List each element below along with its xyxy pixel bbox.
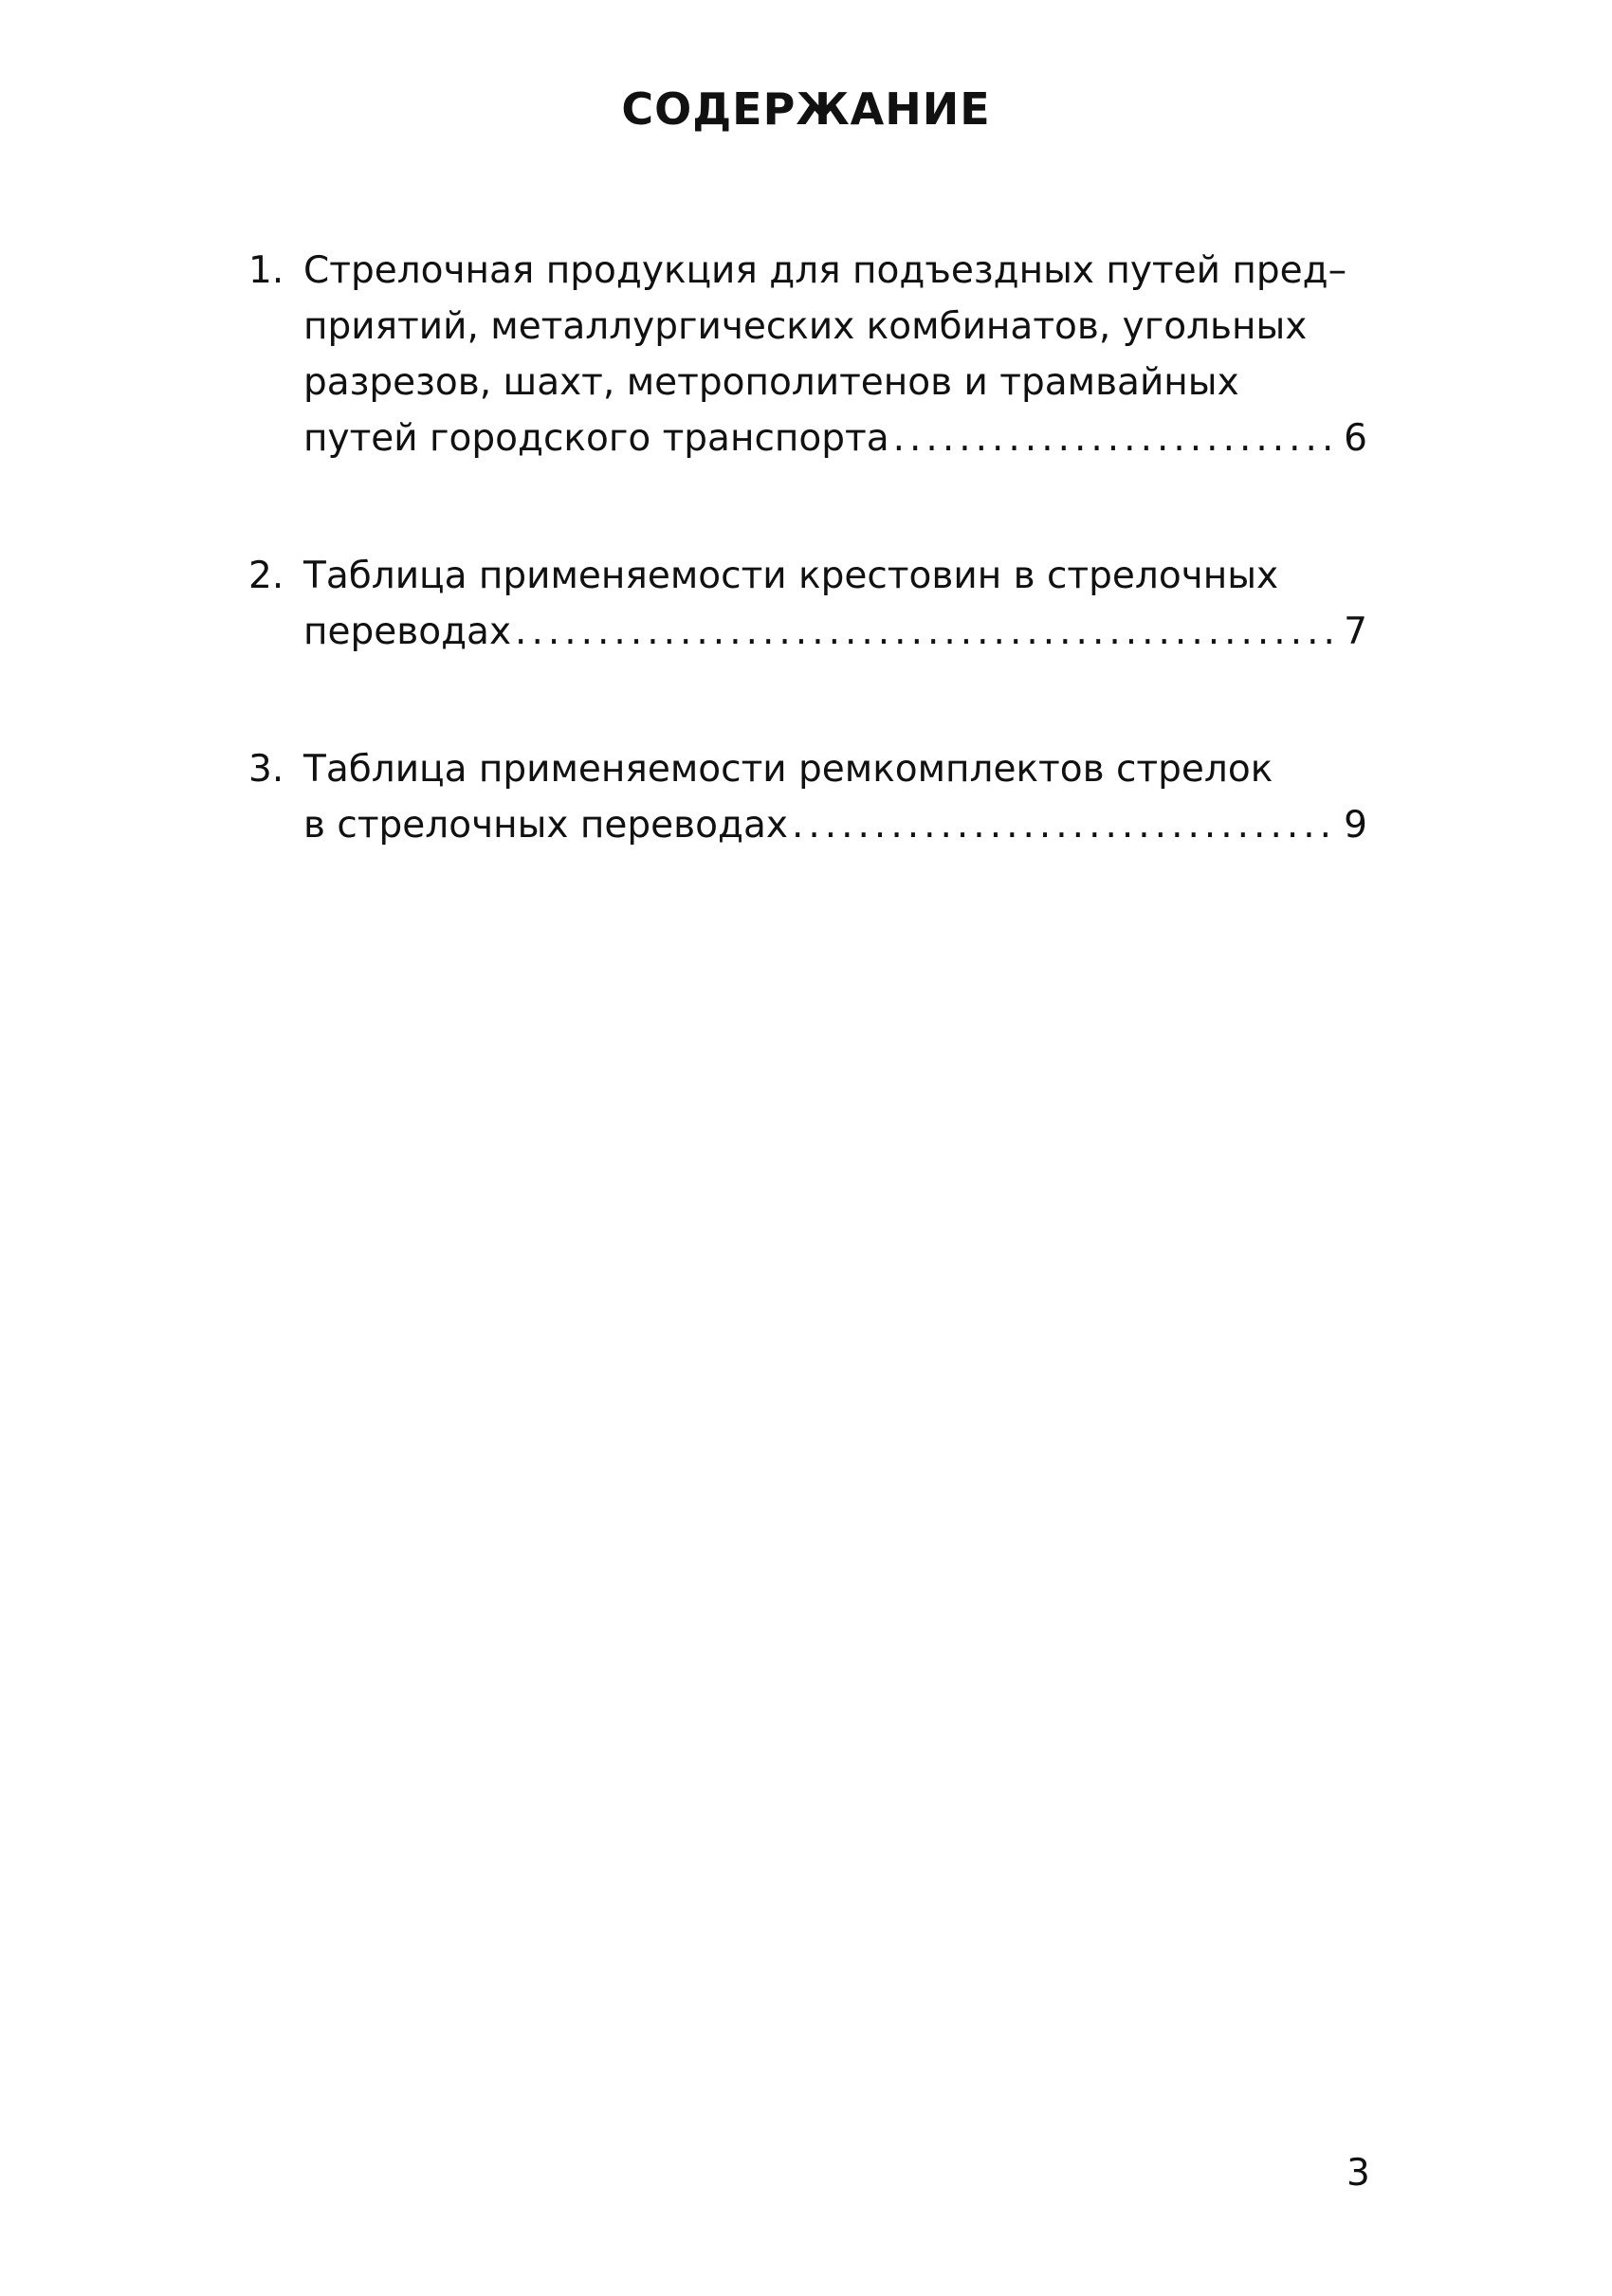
- toc-entry-page: 7: [1344, 610, 1367, 653]
- toc-entry-last-line: [303, 797, 1367, 853]
- page-title: СОДЕРЖАНИЕ: [621, 83, 991, 135]
- toc-entry-number: 2.: [248, 555, 284, 597]
- page-number: 3: [1346, 2152, 1370, 2195]
- toc-entry-number: 1.: [248, 249, 284, 292]
- toc-entry-page: 6: [1344, 417, 1367, 460]
- toc-entry-page: 9: [1344, 804, 1367, 847]
- toc-entry-text-line: переводах: [303, 610, 512, 653]
- dot-leader: [792, 797, 1338, 853]
- toc-entry-text-line: Стрелочная продукция для подъездных путей пред–: [303, 249, 1347, 292]
- toc-entry-last-line: [303, 410, 1367, 466]
- toc-entry-text-line: разрезов, шахт, метрополитенов и трамвайных: [303, 361, 1239, 404]
- toc-entry-last-line: [303, 604, 1367, 660]
- dot-leader: [893, 410, 1339, 466]
- toc-entry-number: 3.: [248, 748, 284, 791]
- toc-entry-2: [248, 548, 1367, 660]
- toc-entry-text-line: в стрелочных переводах: [303, 804, 788, 847]
- toc-entry-text-line: Таблица применяемости ремкомплектов стрелок: [303, 748, 1273, 791]
- toc-entry-text-line: Таблица применяемости крестовин в стрелочных: [303, 555, 1279, 597]
- toc-entry-3: [248, 741, 1367, 853]
- toc-entry-text-line: путей городского транспорта: [303, 417, 889, 460]
- toc-entry-1: [248, 243, 1367, 466]
- table-of-contents: [248, 243, 1367, 935]
- toc-entry-text-line: приятий, металлургических комбинатов, угольных: [303, 305, 1308, 348]
- dot-leader: [515, 604, 1338, 660]
